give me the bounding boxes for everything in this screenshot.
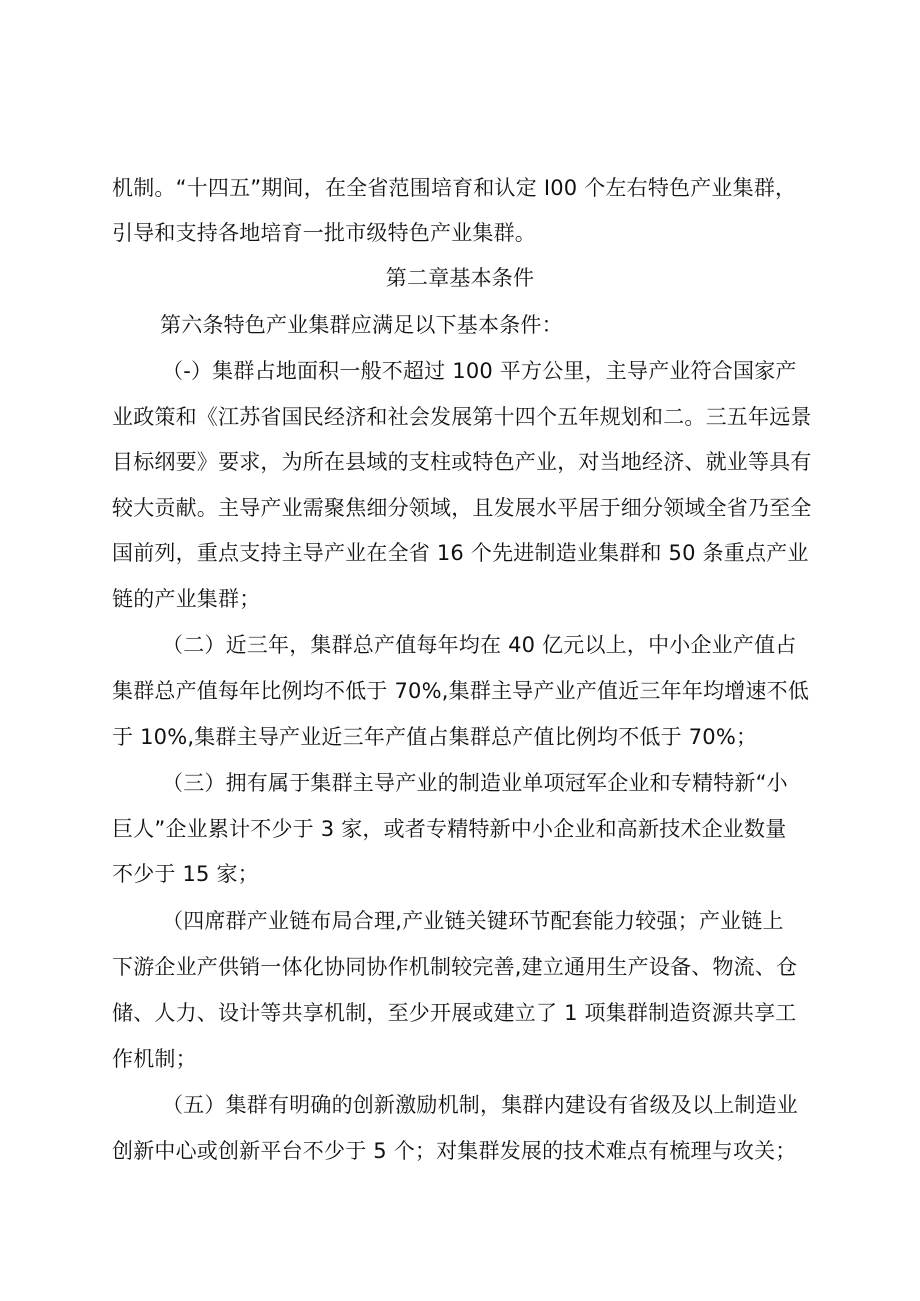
paragraph-line: 引导和支持各地培育一批市级特色产业集群。 [112,221,536,245]
paragraph-line: 目标纲要》要求，为所在县域的支柱或特色产业，对当地经济、就业等具有 [112,450,812,474]
paragraph-line: （四席群产业链布局合理,产业链关键环节配套能力较强；产业链上 [162,909,784,933]
paragraph-line: 创新中心或创新平台不少于 5 个；对集群发展的技术难点有梳理与攻关； [112,1139,797,1163]
paragraph-line: （二）近三年，集群总产值每年均在 40 亿元以上，中小企业产值占 [162,633,797,657]
paragraph-line: 集群总产值每年比例均不低于 70%,集群主导产业产值近三年年均增速不低 [112,679,810,703]
paragraph-line: （三）拥有属于集群主导产业的制造业单项冠军企业和专精特新“小 [162,771,788,795]
paragraph-line: 巨人”企业累计不少于 3 家，或者专精特新中小企业和高新技术企业数量 [112,817,787,841]
paragraph-line: 不少于 15 家； [112,862,259,886]
paragraph-line: 业政策和《江苏省国民经济和社会发展第十四个五年规划和二。三五年远景 [112,405,812,429]
paragraph-line: 较大贡献。主导产业需聚焦细分领域，且发展水平居于细分领域全省乃至全 [112,496,812,520]
paragraph-line: 于 10%,集群主导产业近三年产值占集群总产值比例均不低于 70%； [112,725,758,749]
article-heading: 第六条特色产业集群应满足以下基本条件： [160,313,563,337]
paragraph-line: 作机制； [112,1047,197,1071]
paragraph-line: 机制。“十四五”期间，在全省范围培育和认定 I00 个左右特色产业集群， [112,176,797,200]
paragraph-line: （五）集群有明确的创新激励机制，集群内建设有省级及以上制造业 [162,1093,798,1117]
paragraph-line: 链的产业集群； [112,587,261,611]
paragraph-line: （-）集群占地面积一般不超过 100 平方公里，主导产业符合国家产 [162,359,797,383]
chapter-heading: 第二章基本条件 [385,266,535,290]
paragraph-line: 储、人力、设计等共享机制，至少开展或建立了 1 项集群制造资源共享工 [112,1001,797,1025]
paragraph-line: 下游企业产供销一体化协同协作机制较完善,建立通用生产设备、物流、仓 [112,955,798,979]
paragraph-line: 国前列，重点支持主导产业在全省 16 个先进制造业集群和 50 条重点产业 [112,541,809,565]
